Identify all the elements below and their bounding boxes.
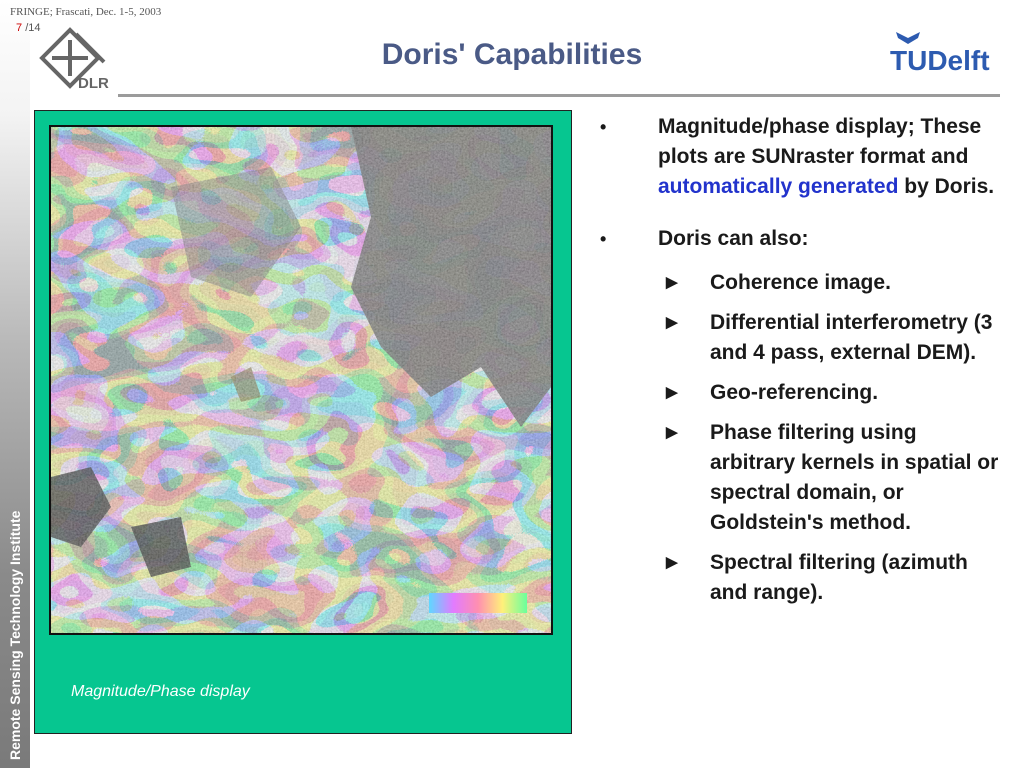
conference-label: FRINGE; Frascati, Dec. 1-5, 2003 <box>10 6 162 18</box>
triangle-bullet-icon: ▶ <box>666 384 678 401</box>
figure-caption: Magnitude/Phase display <box>71 683 250 700</box>
phase-color-legend <box>429 593 527 613</box>
sub-bullet-text: Geo-referencing. <box>710 381 879 404</box>
institute-label: Remote Sensing Technology Institute <box>7 510 23 760</box>
page-total: /14 <box>25 22 41 34</box>
flame-icon <box>896 32 920 44</box>
bullet-text: Magnitude/phase display; These plots are SUNraster format and <box>658 115 982 168</box>
figure-panel <box>34 110 572 734</box>
bullet-dot-icon: • <box>600 117 607 137</box>
dlr-logo-text: DLR <box>78 75 109 92</box>
page-current: 7 <box>16 22 23 34</box>
sub-bullet-item <box>600 378 1004 408</box>
tudelft-logo-text: TUDelft <box>890 45 990 74</box>
interferogram-image <box>49 125 553 635</box>
sub-bullet-item <box>600 548 1004 608</box>
sub-bullet-text: Spectral filtering (azimuth and range). <box>710 551 968 604</box>
page-title: Doris' Capabilities <box>381 38 643 71</box>
triangle-bullet-icon: ▶ <box>666 554 678 571</box>
sub-bullet-item <box>600 418 1004 538</box>
sub-bullet-text: Differential interferometry (3 and 4 pass, external DEM). <box>710 311 993 364</box>
sub-bullet-text: Phase filtering using arbitrary kernels in spatial or spectral domain, or Goldstein's method. <box>710 421 999 534</box>
triangle-bullet-icon: ▶ <box>666 274 678 291</box>
tudelft-logo <box>888 28 1004 74</box>
bullet-dot-icon: • <box>600 229 607 249</box>
bullet-text-end: by Doris. <box>898 175 995 198</box>
triangle-bullet-icon: ▶ <box>666 424 678 441</box>
sub-bullet-item <box>600 308 1004 368</box>
sub-bullet-list <box>600 268 1004 608</box>
sub-bullet-text: Coherence image. <box>710 271 891 294</box>
bullet-list <box>600 112 1004 608</box>
bullet-highlight: automatically generated <box>658 175 899 198</box>
bullet-text: Doris can also: <box>658 227 809 250</box>
header-divider <box>118 94 1000 97</box>
sub-bullet-item <box>600 268 1004 298</box>
bullet-item <box>600 224 1004 254</box>
triangle-bullet-icon: ▶ <box>666 314 678 331</box>
side-band <box>0 0 30 768</box>
bullet-item <box>600 112 1004 202</box>
